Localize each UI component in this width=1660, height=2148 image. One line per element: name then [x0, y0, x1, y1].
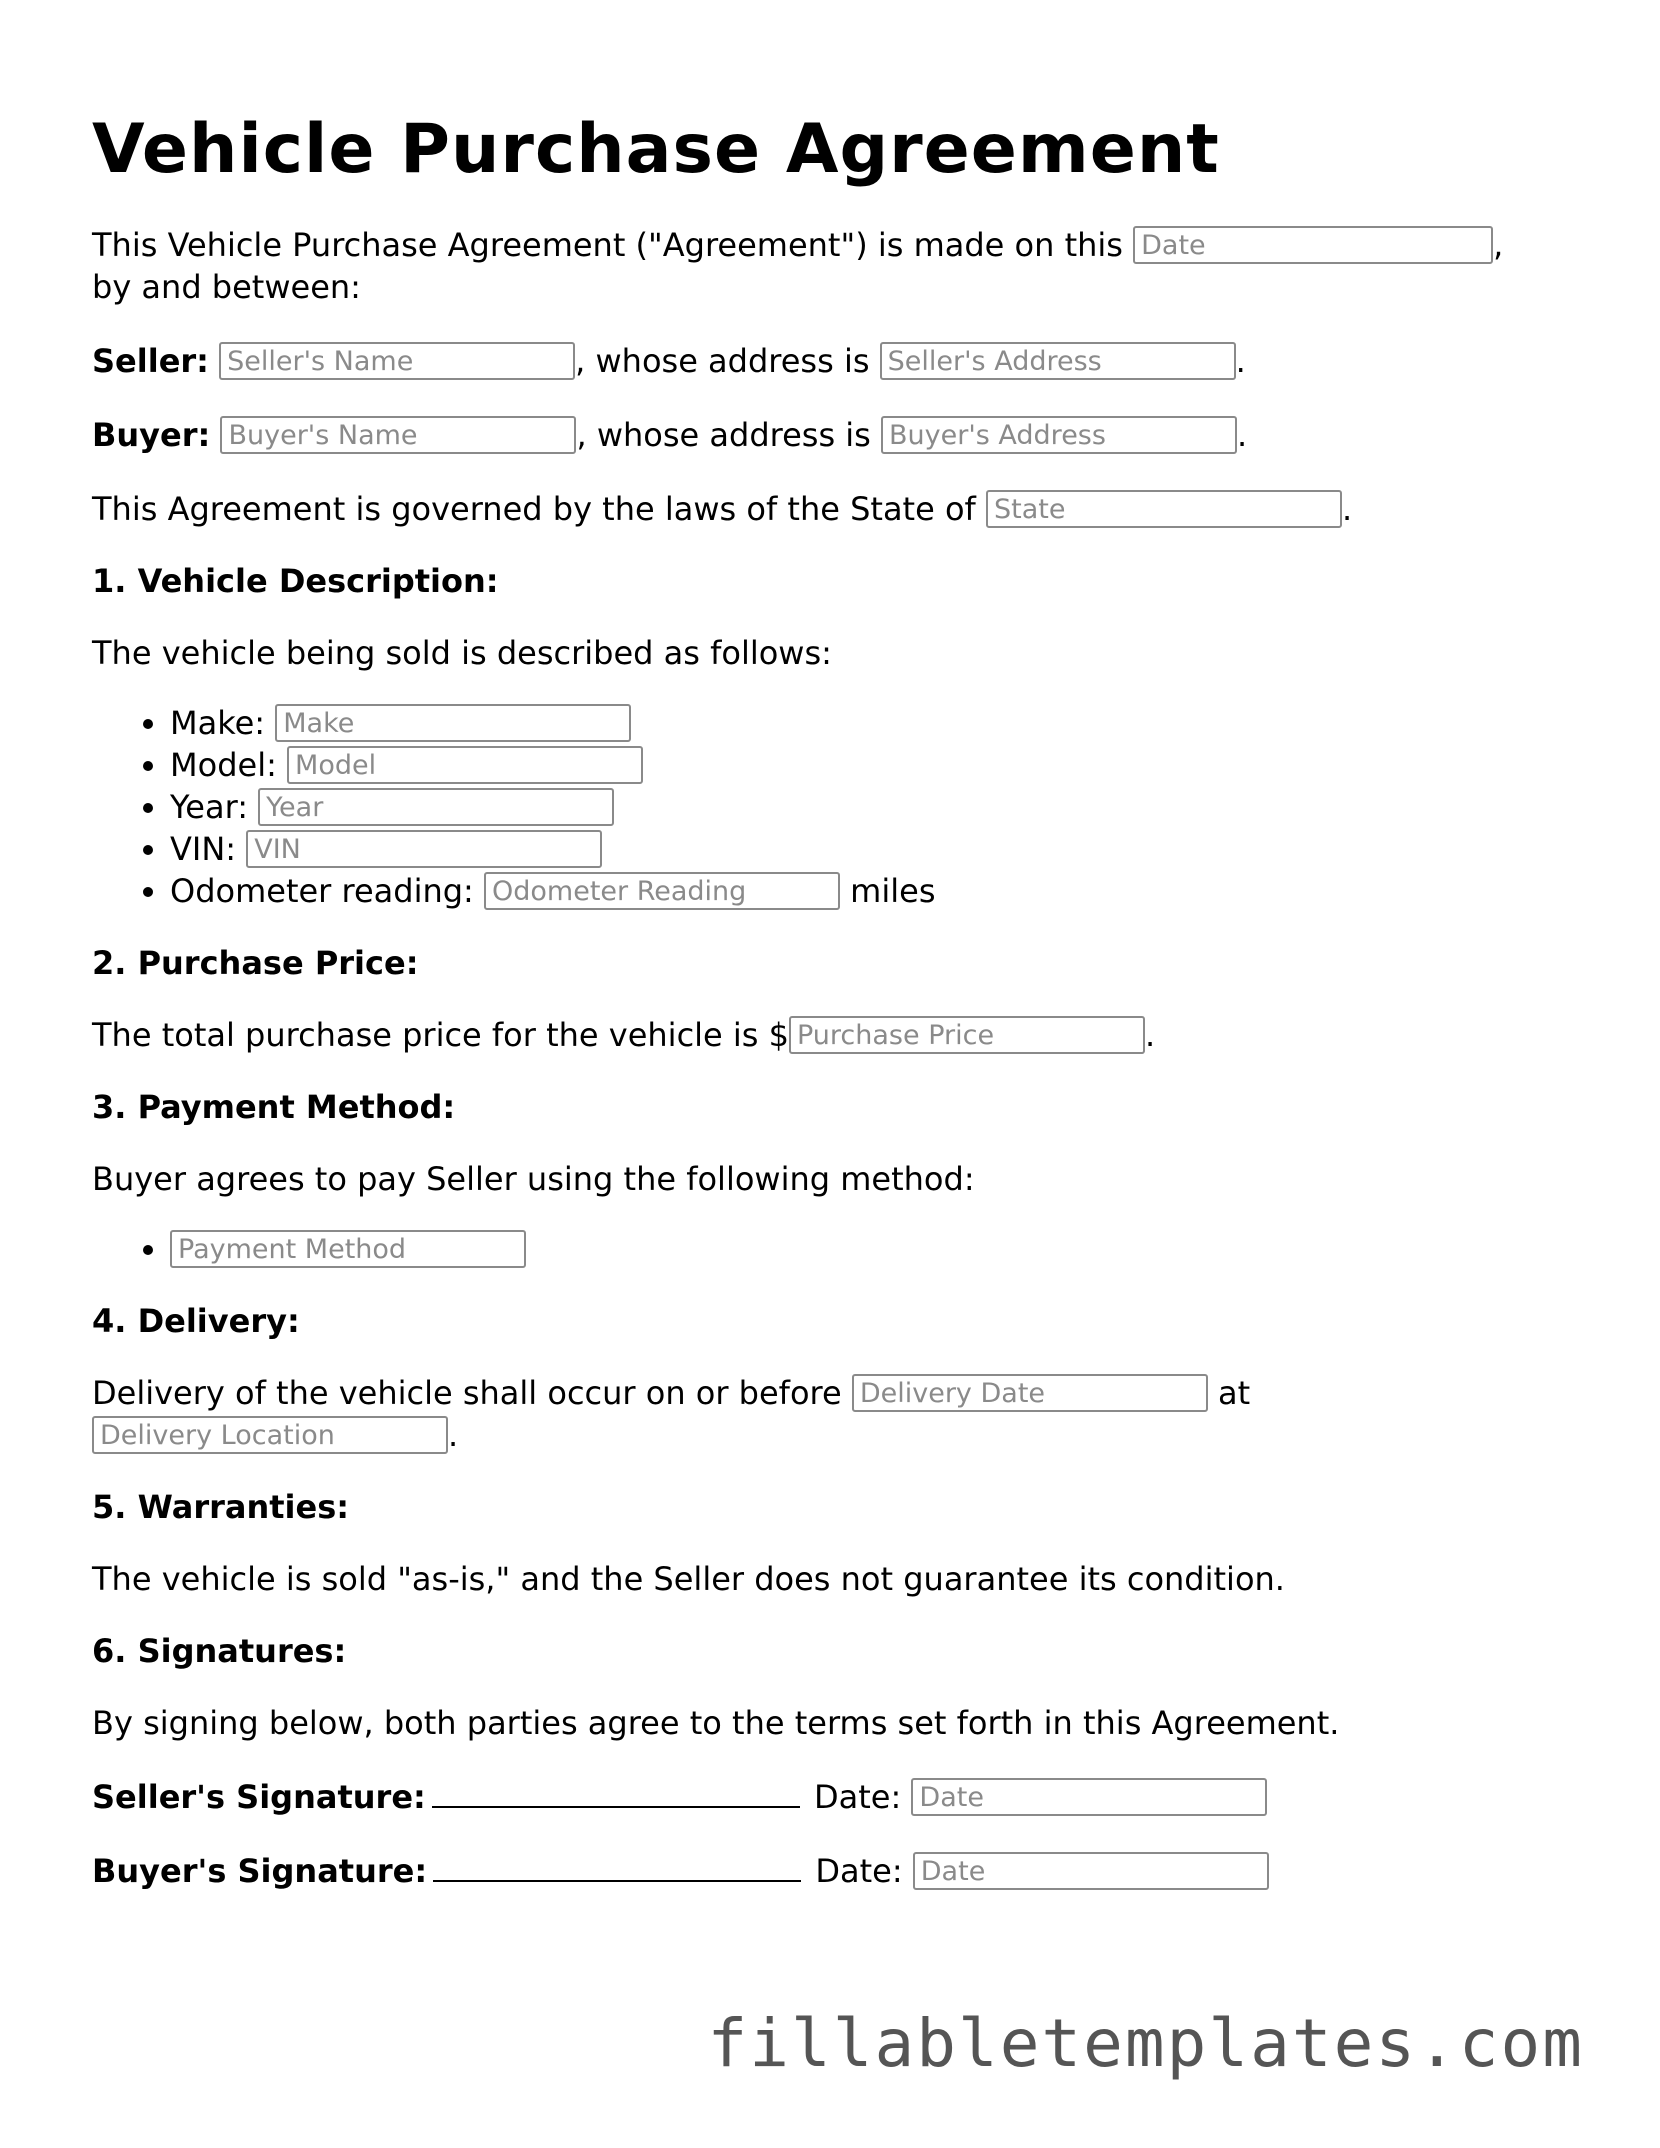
- state-input[interactable]: [986, 490, 1342, 528]
- seller-row: Seller: Seller's Name , whose address is Seller's Address .: [92, 340, 1592, 382]
- price-row: The total purchase price for the vehicle is $Purchase Price .: [92, 1014, 1592, 1056]
- buyer-signature-date-input[interactable]: [913, 1852, 1269, 1890]
- seller-signature-line[interactable]: [432, 1776, 800, 1808]
- purchase-price-input[interactable]: [789, 1016, 1145, 1054]
- agreement-date-input[interactable]: [1133, 226, 1493, 264]
- governing-law-row: This Agreement is governed by the laws of the State of State .: [92, 488, 1592, 530]
- seller-signature-date-input[interactable]: [911, 1778, 1267, 1816]
- list-item: [170, 1228, 1592, 1270]
- list-item: • Model: Model: [170, 744, 1592, 786]
- seller-address-input[interactable]: [880, 342, 1236, 380]
- signatures-text: By signing below, both parties agree to the terms set forth in this Agreement.: [92, 1704, 1340, 1742]
- odometer-input[interactable]: [484, 872, 840, 910]
- list-item: • Year: Year: [170, 786, 1592, 828]
- price-heading: 2. Purchase Price:: [92, 944, 419, 982]
- vehicle-heading: 1. Vehicle Description:: [92, 562, 499, 600]
- buyer-label: Buyer:: [92, 416, 211, 454]
- list-item: • Make: Make: [170, 702, 1592, 744]
- vehicle-list: [92, 702, 1592, 912]
- warranties-heading: 5. Warranties:: [92, 1488, 350, 1526]
- seller-name-input[interactable]: [219, 342, 575, 380]
- delivery-date-input[interactable]: [852, 1374, 1208, 1412]
- make-input[interactable]: [275, 704, 631, 742]
- payment-heading: 3. Payment Method:: [92, 1088, 456, 1126]
- vehicle-text: The vehicle being sold is described as follows:: [92, 634, 832, 672]
- seller-signature-label: Seller's Signature:: [92, 1778, 426, 1816]
- buyer-signature-line[interactable]: [433, 1850, 801, 1882]
- year-input[interactable]: [258, 788, 614, 826]
- seller-label: Seller:: [92, 342, 209, 380]
- model-input[interactable]: [287, 746, 643, 784]
- document-page: [92, 110, 1592, 1892]
- list-item: • VIN: VIN: [170, 828, 1592, 870]
- delivery-heading: 4. Delivery:: [92, 1302, 300, 1340]
- intro-paragraph: This Vehicle Purchase Agreement ("Agreement") is made on this Date , by and between:: [92, 224, 1592, 308]
- buyer-address-input[interactable]: [881, 416, 1237, 454]
- delivery-location-input[interactable]: [92, 1416, 448, 1454]
- watermark: fillabletemplates.com: [707, 2005, 1584, 2082]
- buyer-signature-label: Buyer's Signature:: [92, 1852, 428, 1890]
- buyer-row: Buyer: Buyer's Name , whose address is Buyer's Address .: [92, 414, 1592, 456]
- seller-signature-row: Seller's Signature: Date: Date: [92, 1776, 1592, 1818]
- payment-list: [92, 1228, 1592, 1270]
- vin-input[interactable]: [246, 830, 602, 868]
- signatures-heading: 6. Signatures:: [92, 1632, 347, 1670]
- buyer-signature-row: Buyer's Signature: Date: Date: [92, 1850, 1592, 1892]
- payment-method-input[interactable]: [170, 1230, 526, 1268]
- page-title: Vehicle Purchase Agreement: [92, 110, 1220, 189]
- payment-text: Buyer agrees to pay Seller using the following method:: [92, 1160, 975, 1198]
- warranties-text: The vehicle is sold "as-is," and the Seller does not guarantee its condition.: [92, 1560, 1285, 1598]
- list-item: • Odometer reading: Odometer Reading miles: [170, 870, 1592, 912]
- buyer-name-input[interactable]: [220, 416, 576, 454]
- delivery-row: Delivery of the vehicle shall occur on or before Delivery Date at Delivery Location.: [92, 1372, 1592, 1456]
